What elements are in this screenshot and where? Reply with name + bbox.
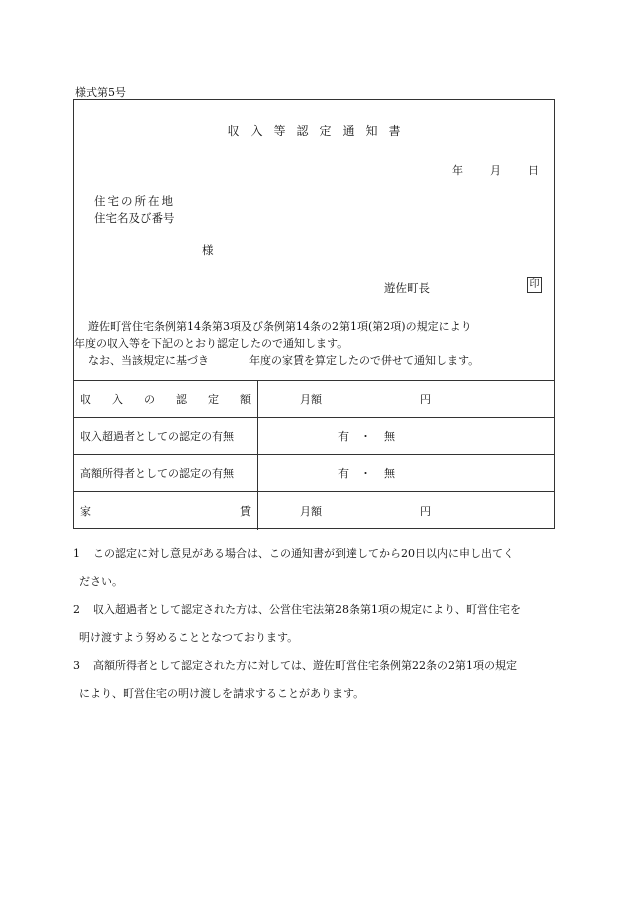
note-line-2: により、町営住宅の明け渡しを請求することがあります。 [79, 687, 365, 700]
note-line-2: 明け渡すよう努めることとなつております。 [79, 631, 299, 644]
body-line-3b: 年度の家賃を算定したので併せて通知します。 [249, 354, 480, 367]
label-char: 認 [176, 393, 187, 406]
date-day: 日 [528, 164, 539, 177]
recipient-address [94, 193, 175, 227]
label-char: 入 [112, 393, 123, 406]
yes-option: 有 [338, 430, 349, 443]
high-income-value [258, 455, 554, 491]
income-amount-value [258, 381, 554, 417]
note-number: 1 [73, 547, 80, 560]
document-title: 収入等認定通知書 [227, 124, 412, 138]
note-line-1: 収入超過者として認定された方は、公営住宅法第28条第1項の規定により、町営住宅を [93, 603, 521, 616]
table-row-high-income [74, 455, 554, 492]
notice-form [73, 99, 555, 529]
label-char: 賃 [240, 505, 251, 518]
excess-income-value [258, 418, 554, 454]
seal-mark: 印 [527, 277, 542, 293]
note-number: 3 [73, 659, 80, 672]
monthly-label: 月額 [300, 393, 322, 406]
note-item [73, 596, 563, 652]
excess-income-label: 収入超過者としての認定の有無 [74, 418, 258, 454]
separator: ・ [360, 467, 371, 480]
income-amount-label [74, 381, 258, 417]
table-row-excess-income [74, 418, 554, 455]
note-line-1: この認定に対し意見がある場合は、この通知書が到達してから20日以内に申し出てく [93, 547, 514, 560]
high-income-label: 高額所得者としての認定の有無 [74, 455, 258, 491]
note-item [73, 540, 563, 596]
label-char: 収 [80, 393, 91, 406]
body-line-3a: なお、当該規定に基づき [88, 354, 209, 367]
monthly-label: 月額 [300, 505, 322, 518]
honorific: 様 [202, 243, 214, 257]
table-row-rent [74, 492, 554, 530]
rent-value [258, 492, 554, 530]
note-number: 2 [73, 603, 80, 616]
date-month: 月 [490, 164, 501, 177]
body-line-1: 遊佐町営住宅条例第14条第3項及び条例第14条の2第1項(第2項)の規定により [88, 320, 472, 333]
body-line-3 [74, 352, 554, 369]
label-char: 家 [80, 505, 91, 518]
housing-location-label: 住宅の所在地 [94, 194, 175, 208]
table-row-income [74, 381, 554, 418]
notes-section [73, 540, 563, 708]
label-char: 額 [240, 393, 251, 406]
form-number: 様式第5号 [75, 86, 126, 99]
certification-table [74, 380, 554, 530]
no-option: 無 [384, 430, 395, 443]
rent-label [74, 492, 258, 530]
yen-unit: 円 [420, 393, 431, 406]
separator: ・ [360, 430, 371, 443]
yen-unit: 円 [420, 505, 431, 518]
issuer-name: 遊佐町長 [384, 281, 430, 295]
label-char: 定 [208, 393, 219, 406]
label-char: の [144, 393, 155, 406]
note-line-2: ださい。 [79, 575, 123, 588]
notice-body [74, 318, 554, 369]
date-year: 年 [452, 164, 463, 177]
note-line-1: 高額所得者として認定された方に対しては、遊佐町営住宅条例第22条の2第1項の規定 [93, 659, 517, 672]
body-line-2: 年度の収入等を下記のとおり認定したので通知します。 [74, 337, 349, 350]
no-option: 無 [384, 467, 395, 480]
note-item [73, 652, 563, 708]
housing-name-number-label: 住宅名及び番号 [94, 211, 175, 225]
yes-option: 有 [338, 467, 349, 480]
